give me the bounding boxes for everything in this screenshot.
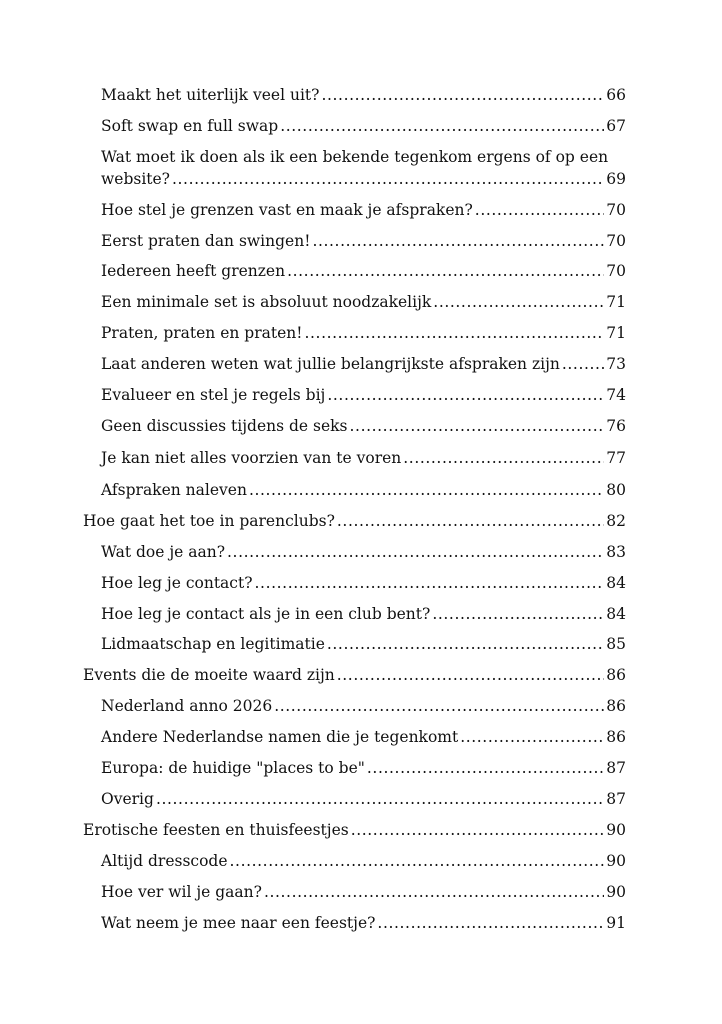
toc-page-number: 76	[606, 417, 626, 435]
toc-entry-title: Iedereen heeft grenzen	[101, 262, 286, 280]
toc-entry[interactable]	[101, 788, 626, 810]
toc-page-number: 87	[606, 790, 626, 808]
toc-chapter-title: Events die de moeite waard zijn	[83, 666, 335, 684]
dot-leader	[264, 881, 604, 903]
toc-entry-title: Wat doe je aan?	[101, 543, 226, 561]
toc-page-number: 86	[606, 666, 626, 684]
toc-chapter-entry[interactable]	[83, 510, 626, 532]
toc-entry-title: Lidmaatschap en legitimatie	[101, 635, 325, 653]
dot-leader	[562, 353, 604, 375]
dot-leader	[337, 664, 605, 686]
toc-entry[interactable]	[101, 115, 626, 137]
toc-entry[interactable]	[101, 541, 626, 563]
dot-leader	[377, 912, 604, 934]
toc-entry[interactable]	[101, 384, 626, 406]
toc-entry-title: Overig	[101, 790, 154, 808]
toc-page-number: 69	[606, 170, 626, 188]
toc-entry[interactable]	[101, 479, 626, 501]
dot-leader	[280, 115, 604, 137]
toc-entry[interactable]	[101, 415, 626, 437]
dot-leader	[432, 603, 604, 625]
toc-page-number: 82	[606, 512, 626, 530]
dot-leader	[172, 168, 604, 190]
toc-entry-title: Geen discussies tijdens de seks	[101, 417, 348, 435]
toc-entry-title: Laat anderen weten wat jullie belangrijkste afspraken zijn	[101, 355, 560, 373]
toc-entry-title: website?	[101, 170, 170, 188]
dot-leader	[460, 726, 604, 748]
dot-leader	[321, 84, 604, 106]
toc-page-number: 84	[606, 605, 626, 623]
toc-page-number: 80	[606, 481, 626, 499]
dot-leader	[227, 541, 604, 563]
dot-leader	[230, 850, 605, 872]
toc-entry-title: Eerst praten dan swingen!	[101, 232, 311, 250]
toc-page-number: 85	[606, 635, 626, 653]
toc-entry-title: Evalueer en stel je regels bij	[101, 386, 326, 404]
dot-leader	[312, 230, 604, 252]
toc-page-number: 86	[606, 697, 626, 715]
toc-entry-title: Hoe leg je contact als je in een club bent?	[101, 605, 431, 623]
dot-leader	[475, 199, 604, 221]
dot-leader	[403, 447, 604, 469]
toc-entry[interactable]	[101, 260, 626, 282]
toc-entry-title: Soft swap en full swap	[101, 117, 279, 135]
toc-entry-title: Een minimale set is absoluut noodzakelijk	[101, 293, 432, 311]
toc-entry[interactable]	[101, 230, 626, 252]
toc-entry[interactable]	[101, 199, 626, 221]
dot-leader	[255, 572, 605, 594]
toc-entry-title: Wat neem je mee naar een feestje?	[101, 914, 376, 932]
toc-page-number: 90	[606, 852, 626, 870]
toc-entry-title: Praten, praten en praten!	[101, 324, 303, 342]
toc-entry-title: Europa: de huidige "places to be"	[101, 759, 365, 777]
toc-page-number: 83	[606, 543, 626, 561]
toc-entry[interactable]	[101, 850, 626, 872]
toc-entry-title: Hoe ver wil je gaan?	[101, 883, 262, 901]
toc-entry[interactable]	[101, 726, 626, 748]
toc-page-number: 90	[606, 883, 626, 901]
toc-entry[interactable]	[101, 447, 626, 469]
dot-leader	[327, 384, 604, 406]
toc-page-number: 86	[606, 728, 626, 746]
toc-chapter-title: Hoe gaat het toe in parenclubs?	[83, 512, 335, 530]
toc-entry-title: Hoe leg je contact?	[101, 574, 253, 592]
toc-page-number: 71	[606, 324, 626, 342]
toc-entry-title: Nederland anno 2026	[101, 697, 273, 715]
toc-entry[interactable]	[101, 757, 626, 779]
toc-page-number: 67	[606, 117, 626, 135]
toc-entry[interactable]	[101, 881, 626, 903]
toc-page-number: 74	[606, 386, 626, 404]
toc-entry[interactable]	[101, 603, 626, 625]
toc-chapter-entry[interactable]	[83, 664, 626, 686]
dot-leader	[367, 757, 604, 779]
toc-entry[interactable]	[101, 912, 626, 934]
toc-page-number: 70	[606, 262, 626, 280]
toc-entry-title: Andere Nederlandse namen die je tegenkomt	[101, 728, 459, 746]
toc-entry-title: Hoe stel je grenzen vast en maak je afspraken?	[101, 201, 473, 219]
toc-chapter-entry[interactable]	[83, 819, 626, 841]
dot-leader	[274, 695, 604, 717]
toc-entry-title: Je kan niet alles voorzien van te voren	[101, 449, 402, 467]
dot-leader	[351, 819, 605, 841]
toc-page-number: 77	[606, 449, 626, 467]
toc-page-number: 91	[606, 914, 626, 932]
dot-leader	[433, 291, 604, 313]
dot-leader	[249, 479, 604, 501]
toc-entry[interactable]	[101, 633, 626, 655]
dot-leader	[327, 633, 604, 655]
toc-entry-title: Afspraken naleven	[101, 481, 247, 499]
toc-entry[interactable]	[101, 695, 626, 717]
toc-page-number: 87	[606, 759, 626, 777]
toc-entry[interactable]	[101, 146, 626, 190]
toc-page-number: 71	[606, 293, 626, 311]
dot-leader	[337, 510, 604, 532]
toc-chapter-title: Erotische feesten en thuisfeestjes	[83, 821, 349, 839]
toc-page-number: 70	[606, 201, 626, 219]
toc-entry[interactable]	[101, 322, 626, 344]
dot-leader	[156, 788, 604, 810]
toc-page-number: 66	[606, 86, 626, 104]
toc-entry-title: Maakt het uiterlijk veel uit?	[101, 86, 320, 104]
toc-page-number: 84	[606, 574, 626, 592]
toc-entry[interactable]	[101, 353, 626, 375]
dot-leader	[287, 260, 604, 282]
toc-page-number: 73	[606, 355, 626, 373]
toc-entry[interactable]	[101, 291, 626, 313]
toc-entry-title-line1: Wat moet ik doen als ik een bekende tegenkom ergens of op een	[101, 148, 609, 166]
toc-page-number: 90	[606, 821, 626, 839]
toc-page-number: 70	[606, 232, 626, 250]
toc-entry-title: Altijd dresscode	[101, 852, 228, 870]
dot-leader	[350, 415, 605, 437]
dot-leader	[304, 322, 604, 344]
toc-entry[interactable]	[101, 84, 626, 106]
toc-entry[interactable]	[101, 572, 626, 594]
